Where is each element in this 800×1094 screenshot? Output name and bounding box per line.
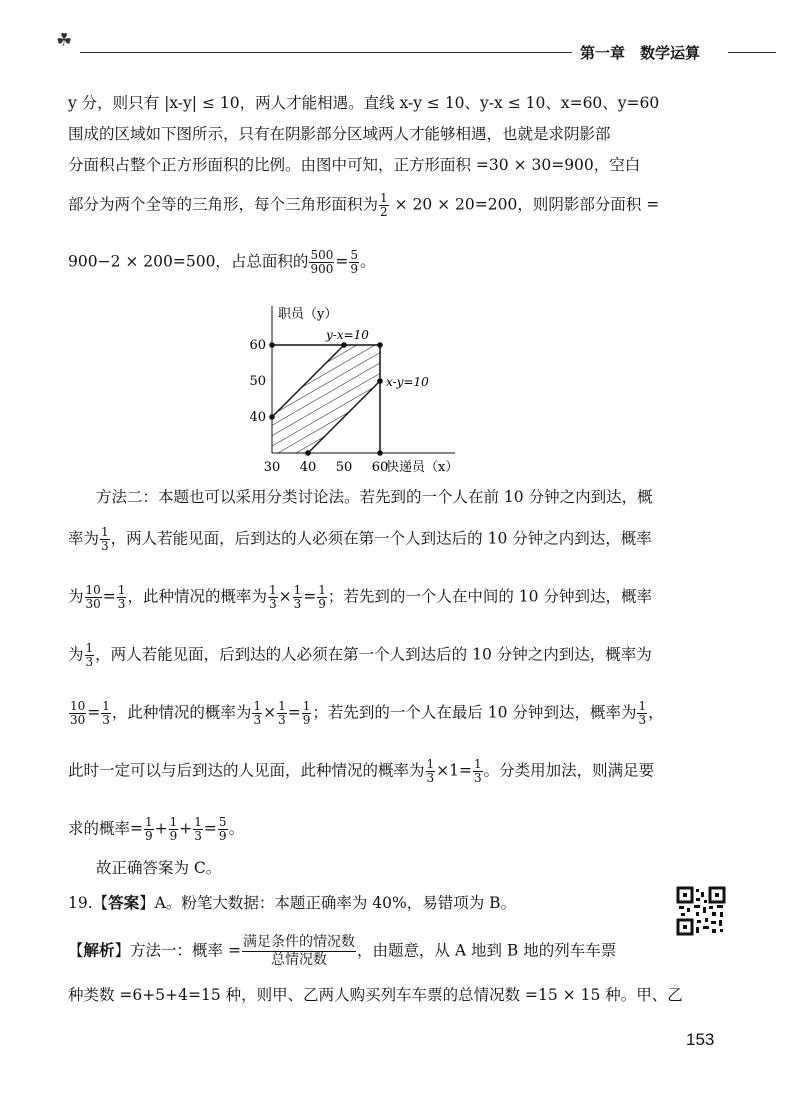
text-span: = bbox=[335, 252, 349, 271]
data-point bbox=[377, 450, 383, 456]
text-span: 【 bbox=[68, 941, 84, 960]
fraction bbox=[637, 700, 647, 727]
text-span: 。 bbox=[359, 252, 376, 271]
fraction bbox=[309, 249, 334, 276]
text-span: 此时一定可以与后到达的人见面，此种情况的概率为 bbox=[68, 761, 425, 780]
text-span: × bbox=[263, 703, 277, 722]
text-span: ；若先到的一个人在最后 10 分钟到达，概率为 bbox=[312, 703, 637, 722]
y-tick-label: 50 bbox=[249, 374, 266, 389]
text-line bbox=[68, 155, 733, 175]
text-span: 部分为两个全等的三角形，每个三角形面积为 bbox=[68, 195, 379, 214]
fraction bbox=[268, 584, 278, 611]
fraction bbox=[85, 584, 102, 611]
fraction bbox=[218, 816, 228, 843]
denominator: 9 bbox=[350, 262, 358, 276]
text-span: × 20 × 20=200，则阴影部分面积 = bbox=[389, 195, 660, 214]
numerator: 10 bbox=[70, 699, 86, 713]
page-header bbox=[0, 0, 800, 70]
x-axis-label: 快递员（x） bbox=[386, 460, 459, 475]
numerator: 500 bbox=[310, 248, 334, 262]
text-span: ×1= bbox=[436, 761, 472, 780]
analysis-line bbox=[68, 934, 733, 969]
fraction bbox=[100, 526, 110, 553]
text-span: = bbox=[102, 587, 116, 606]
fraction bbox=[277, 700, 287, 727]
header-rule-right bbox=[728, 52, 776, 53]
denominator: 3 bbox=[474, 771, 482, 785]
denominator: 30 bbox=[70, 713, 86, 727]
text-span: 。分类用加法，则满足要 bbox=[483, 761, 655, 780]
numerator: 1 bbox=[380, 191, 388, 205]
fraction bbox=[302, 700, 312, 727]
leaf-icon: ☘ bbox=[56, 30, 73, 51]
text-span: = bbox=[203, 819, 217, 838]
text-span: ，此种情况的概率为 bbox=[127, 587, 267, 606]
denominator: 9 bbox=[218, 829, 227, 843]
fraction bbox=[317, 584, 327, 611]
denominator: 2 bbox=[380, 205, 388, 219]
text-line bbox=[68, 93, 733, 113]
data-point bbox=[377, 378, 383, 384]
shaded-region bbox=[272, 345, 380, 453]
data-point bbox=[377, 342, 383, 348]
fraction bbox=[426, 758, 436, 785]
text-span: ；若先到的一个人在中间的 10 分钟到达，概率 bbox=[327, 587, 652, 606]
question-19 bbox=[68, 893, 733, 913]
denominator: 3 bbox=[117, 597, 126, 611]
data-point bbox=[341, 342, 347, 348]
numerator: 1 bbox=[101, 525, 109, 539]
denominator: 30 bbox=[85, 597, 101, 611]
numerator: 1 bbox=[638, 699, 647, 713]
qr-code-icon bbox=[676, 886, 726, 936]
x-tick-label: 60 bbox=[371, 460, 389, 475]
numerator: 1 bbox=[426, 757, 435, 771]
text-line bbox=[68, 985, 733, 1005]
denominator: 3 bbox=[268, 597, 277, 611]
denominator: 3 bbox=[638, 713, 647, 727]
numerator: 1 bbox=[85, 641, 94, 655]
numerator: 1 bbox=[117, 583, 126, 597]
denominator: 9 bbox=[318, 597, 326, 611]
numerator: 1 bbox=[145, 815, 153, 829]
numerator: 1 bbox=[293, 583, 302, 597]
region-chart bbox=[240, 298, 540, 476]
numerator: 1 bbox=[268, 583, 277, 597]
text-span: 围成的区域如下图所示，只有在阴影部分区域两人才能够相遇，也就是求阴影部 bbox=[68, 125, 611, 143]
text-span: 为 bbox=[68, 645, 84, 664]
fraction bbox=[169, 816, 179, 843]
fraction bbox=[117, 584, 127, 611]
data-point bbox=[305, 450, 311, 456]
text-span: 求的概率= bbox=[68, 819, 143, 838]
y-axis-label: 职员（y） bbox=[278, 307, 338, 322]
numerator: 1 bbox=[474, 757, 482, 771]
denominator: 9 bbox=[169, 829, 178, 843]
chapter-title: 第一章 数学运算 bbox=[580, 44, 701, 62]
fraction bbox=[69, 700, 86, 727]
fraction bbox=[242, 934, 356, 969]
text-line bbox=[68, 192, 733, 219]
text-span: y 分，则只有 |x-y| ≤ 10，两人才能相遇。直线 x-y ≤ 10、y-x ≤ 10、x=60、y=60 bbox=[68, 94, 660, 112]
text-line bbox=[68, 700, 733, 727]
denominator: 总情况数 bbox=[270, 952, 327, 968]
fraction bbox=[473, 758, 483, 785]
numerator: 1 bbox=[169, 815, 178, 829]
text-line bbox=[68, 526, 733, 553]
text-span: = bbox=[303, 587, 317, 606]
text-line bbox=[68, 816, 733, 843]
y-tick-label: 60 bbox=[249, 338, 266, 353]
text-line bbox=[68, 642, 733, 669]
text-span: 。 bbox=[228, 819, 245, 838]
text-span: 19.【 bbox=[68, 894, 109, 912]
text-span: ， bbox=[648, 703, 664, 722]
denominator: 900 bbox=[310, 262, 334, 276]
numerator: 10 bbox=[85, 583, 101, 597]
denominator: 3 bbox=[102, 713, 110, 727]
chart-svg bbox=[240, 298, 540, 476]
numerator: 满足条件的情况数 bbox=[242, 934, 355, 950]
answer-label: 答案 bbox=[108, 893, 140, 912]
text-span: ，此种情况的概率为 bbox=[111, 703, 252, 722]
y-tick-label: 40 bbox=[249, 410, 266, 425]
text-span: 】A。粉笔大数据：本题正确率为 40%，易错项为 B。 bbox=[139, 894, 517, 912]
denominator: 3 bbox=[101, 539, 109, 553]
numerator: 1 bbox=[194, 815, 202, 829]
denominator: 3 bbox=[85, 655, 94, 669]
answer-line: 故正确答案为 C。 bbox=[96, 859, 222, 877]
text-line bbox=[68, 584, 733, 611]
text-span: ，由题意，从 A 地到 B 地的列车车票 bbox=[356, 941, 617, 960]
denominator: 3 bbox=[293, 597, 302, 611]
analysis-label: 解析 bbox=[83, 940, 115, 960]
text-span: + bbox=[179, 819, 193, 838]
denominator: 3 bbox=[194, 829, 202, 843]
fraction bbox=[293, 584, 303, 611]
page-number: 153 bbox=[686, 1030, 715, 1049]
numerator: 1 bbox=[302, 699, 311, 713]
text-span: 为 bbox=[68, 587, 84, 606]
denominator: 3 bbox=[253, 713, 262, 727]
text-span: 分面积占整个正方形面积的比例。由图中可知，正方形面积 =30 × 30=900，空白 bbox=[68, 156, 641, 174]
x-tick-label: 30 bbox=[263, 460, 281, 475]
series-label: y-x=10 bbox=[326, 328, 369, 342]
text-span: × bbox=[278, 587, 292, 606]
x-tick-label: 50 bbox=[335, 460, 353, 475]
fraction bbox=[101, 700, 111, 727]
text-span: 方法二：本题也可以采用分类讨论法。若先到的一个人在前 10 分钟之内到达，概 bbox=[96, 488, 653, 506]
denominator: 3 bbox=[278, 713, 286, 727]
text-line bbox=[68, 249, 733, 276]
numerator: 5 bbox=[350, 248, 358, 262]
text-span: 】方法一：概率 = bbox=[114, 941, 241, 960]
text-span: 种类数 =6+5+4=15 种，则甲、乙两人购买列车车票的总情况数 =15 × 15 种。甲、乙 bbox=[68, 986, 683, 1004]
text-span: = bbox=[287, 703, 301, 722]
numerator: 5 bbox=[218, 815, 227, 829]
x-tick-label: 40 bbox=[299, 460, 317, 475]
fraction bbox=[85, 642, 95, 669]
denominator: 3 bbox=[426, 771, 435, 785]
text-span: + bbox=[154, 819, 168, 838]
numerator: 1 bbox=[278, 699, 286, 713]
data-point bbox=[269, 414, 275, 420]
numerator: 1 bbox=[253, 699, 262, 713]
numerator: 1 bbox=[318, 583, 326, 597]
text-span: 900−2 × 200=500，占总面积的 bbox=[68, 252, 309, 271]
text-line bbox=[96, 487, 761, 507]
text-line bbox=[68, 758, 733, 785]
text-span: ，两人若能见面，后到达的人必须在第一个人到达后的 10 分钟之内到达，概率为 bbox=[95, 645, 652, 664]
fraction bbox=[252, 700, 262, 727]
denominator: 9 bbox=[145, 829, 153, 843]
header-rule bbox=[80, 52, 572, 53]
fraction bbox=[144, 816, 154, 843]
text-line bbox=[96, 858, 761, 878]
fraction bbox=[193, 816, 203, 843]
text-line bbox=[68, 124, 733, 144]
series-label: x-y=10 bbox=[386, 375, 429, 389]
fraction bbox=[379, 192, 389, 219]
fraction bbox=[349, 249, 359, 276]
text-span: ，两人若能见面，后到达的人必须在第一个人到达后的 10 分钟之内到达，概率 bbox=[110, 529, 652, 548]
text-span: 率为 bbox=[68, 529, 100, 548]
data-point bbox=[269, 342, 275, 348]
text-span: = bbox=[87, 703, 101, 722]
denominator: 9 bbox=[302, 713, 311, 727]
numerator: 1 bbox=[102, 699, 110, 713]
